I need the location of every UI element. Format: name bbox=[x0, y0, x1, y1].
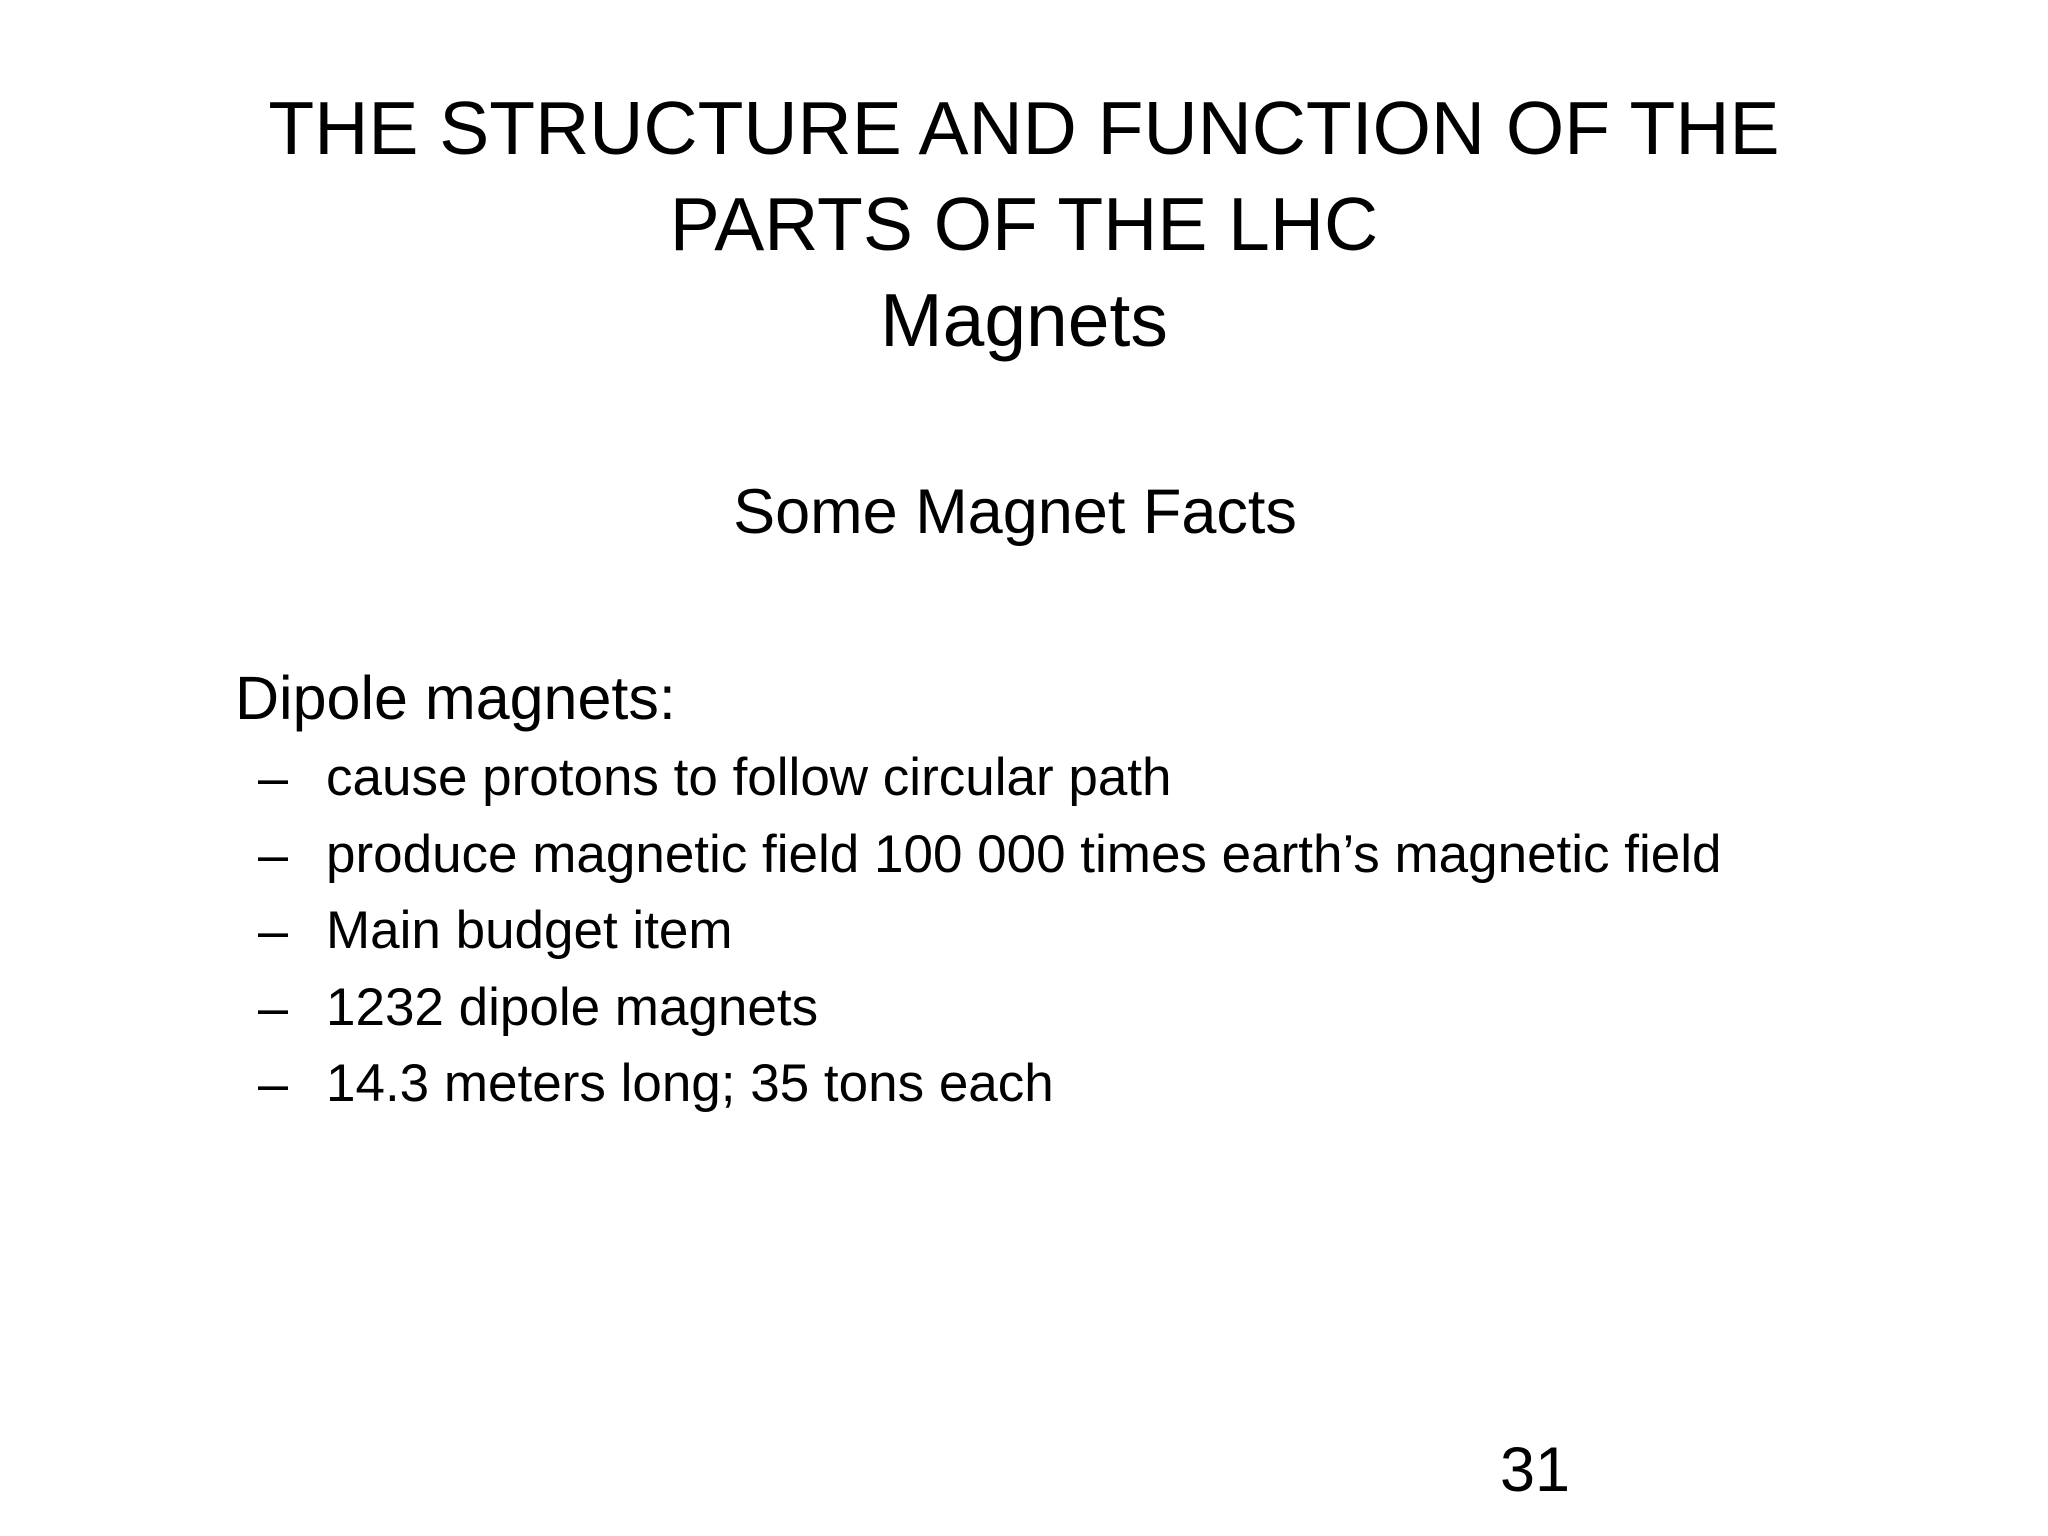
bullet-dash: – bbox=[258, 748, 289, 808]
bullet-text: Main budget item bbox=[326, 901, 733, 960]
bullet-dash: – bbox=[258, 1054, 289, 1114]
bullet-text: 14.3 meters long; 35 tons each bbox=[326, 1054, 1054, 1113]
bullet-text: produce magnetic field 100 000 times earth’s magnetic field bbox=[326, 824, 1722, 884]
bullet-text: cause protons to follow circular path bbox=[326, 748, 1172, 807]
subheading: Some Magnet Facts bbox=[733, 477, 1297, 547]
slide-title bbox=[0, 80, 2048, 368]
bullet-dash: – bbox=[258, 977, 289, 1038]
bullet-text: 1232 dipole magnets bbox=[326, 977, 819, 1037]
section-label: Dipole magnets: bbox=[235, 664, 676, 732]
title-line-2: PARTS OF THE LHC bbox=[669, 182, 1379, 266]
title-line-3: Magnets bbox=[880, 278, 1168, 362]
page-number: 31 bbox=[1499, 1435, 1571, 1505]
title-line-1: THE STRUCTURE AND FUNCTION OF THE bbox=[268, 86, 1780, 170]
bullet-dash: – bbox=[258, 824, 289, 885]
bullet-dash: – bbox=[258, 901, 289, 961]
